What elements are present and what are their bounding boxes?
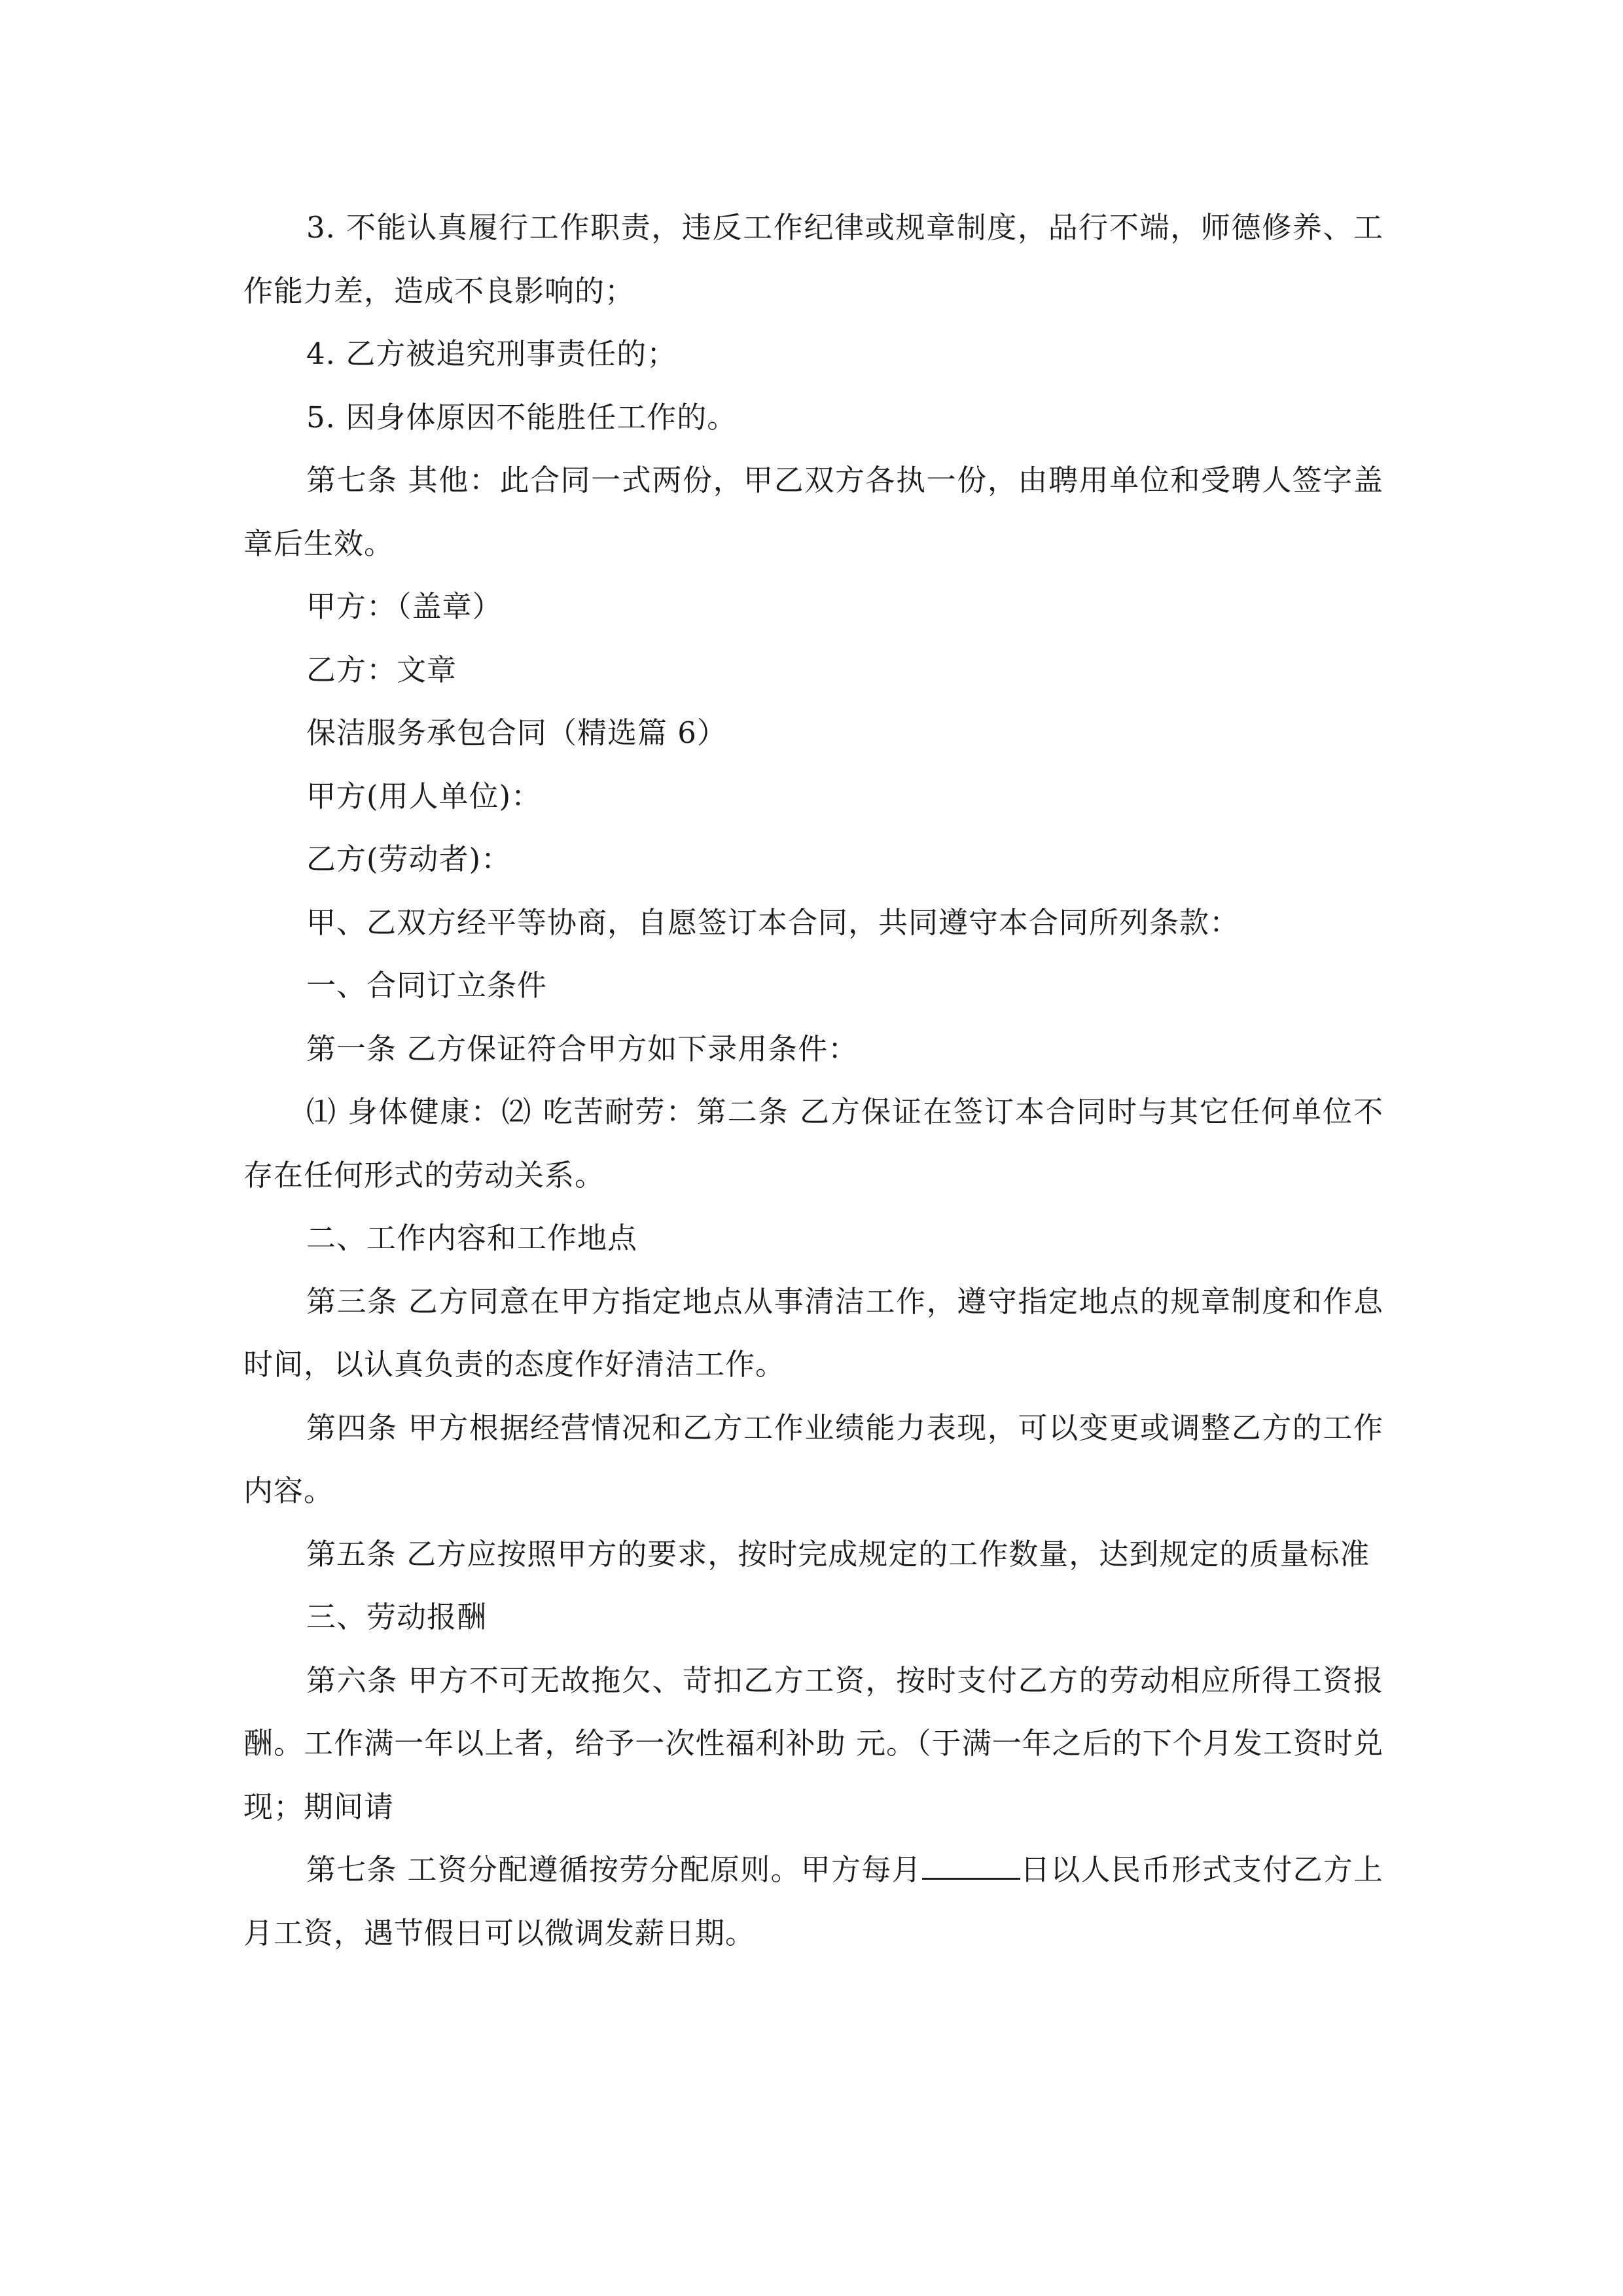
paragraph-article-2: ⑴ 身体健康：⑵ 吃苦耐劳：第二条 乙方保证在签订本合同时与其它任何单位不存在任何形式的劳动关系。 <box>243 1094 1383 1193</box>
party-b-worker-line: 乙方(劳动者)： <box>306 842 512 876</box>
paragraph-clause-5: 5. 因身体原因不能胜任工作的。 <box>306 399 738 435</box>
section-title: 保洁服务承包合同（精选篇 6） <box>306 715 727 750</box>
paragraph-article-4: 第四条 甲方根据经营情况和乙方工作业绩能力表现，可以变更或调整乙方的工作内容。 <box>243 1410 1383 1508</box>
wage-text-after-blank: 日以人民币形式支付乙方上月工资，遇节假日可以微调发薪日期。 <box>243 1852 1383 1950</box>
paragraph-article-3: 第三条 乙方同意在甲方指定地点从事清洁工作，遵守指定地点的规章制度和作息时间，以认真负责的态度作好清洁工作。 <box>243 1283 1383 1382</box>
paragraph-article-7-other: 第七条 其他：此合同一式两份，甲乙双方各执一份，由聘用单位和受聘人签字盖章后生效。 <box>243 463 1383 561</box>
wage-text-before-blank: 第七条 工资分配遵循按劳分配原则。甲方每月 <box>306 1852 922 1887</box>
heading-contract-conditions: 一、合同订立条件 <box>306 968 548 1003</box>
party-a-employer-line: 甲方(用人单位)： <box>306 778 542 814</box>
blank-underline <box>922 1850 1020 1880</box>
paragraph-clause-4: 4. 乙方被追究刑事责任的； <box>306 336 677 371</box>
paragraph-article-6: 第六条 甲方不可无故拖欠、苛扣乙方工资，按时支付乙方的劳动相应所得工资报酬。工作满一年以上者，给予一次性福利补助 元。（于满一年之后的下个月发工资时兑现；期间请 <box>243 1662 1383 1824</box>
document-body <box>243 196 1383 1965</box>
paragraph-agreement-intro: 甲、乙双方经平等协商，自愿签订本合同，共同遵守本合同所列条款： <box>306 905 1240 940</box>
paragraph-article-1: 第一条 乙方保证符合甲方如下录用条件： <box>306 1031 859 1066</box>
party-a-seal-line: 甲方：（盖章） <box>306 589 503 624</box>
paragraph-clause-3: 3. 不能认真履行工作职责，违反工作纪律或规章制度，品行不端，师德修养、工作能力差，造成不良影响的； <box>243 210 1383 308</box>
party-b-line: 乙方：文章 <box>306 652 457 687</box>
paragraph-article-5: 第五条 乙方应按照甲方的要求，按时完成规定的工作数量，达到规定的质量标准 <box>306 1536 1370 1571</box>
paragraph-article-7-wages <box>243 1839 1383 1965</box>
heading-work-content: 二、工作内容和工作地点 <box>306 1221 638 1255</box>
heading-remuneration: 三、劳动报酬 <box>306 1600 488 1634</box>
